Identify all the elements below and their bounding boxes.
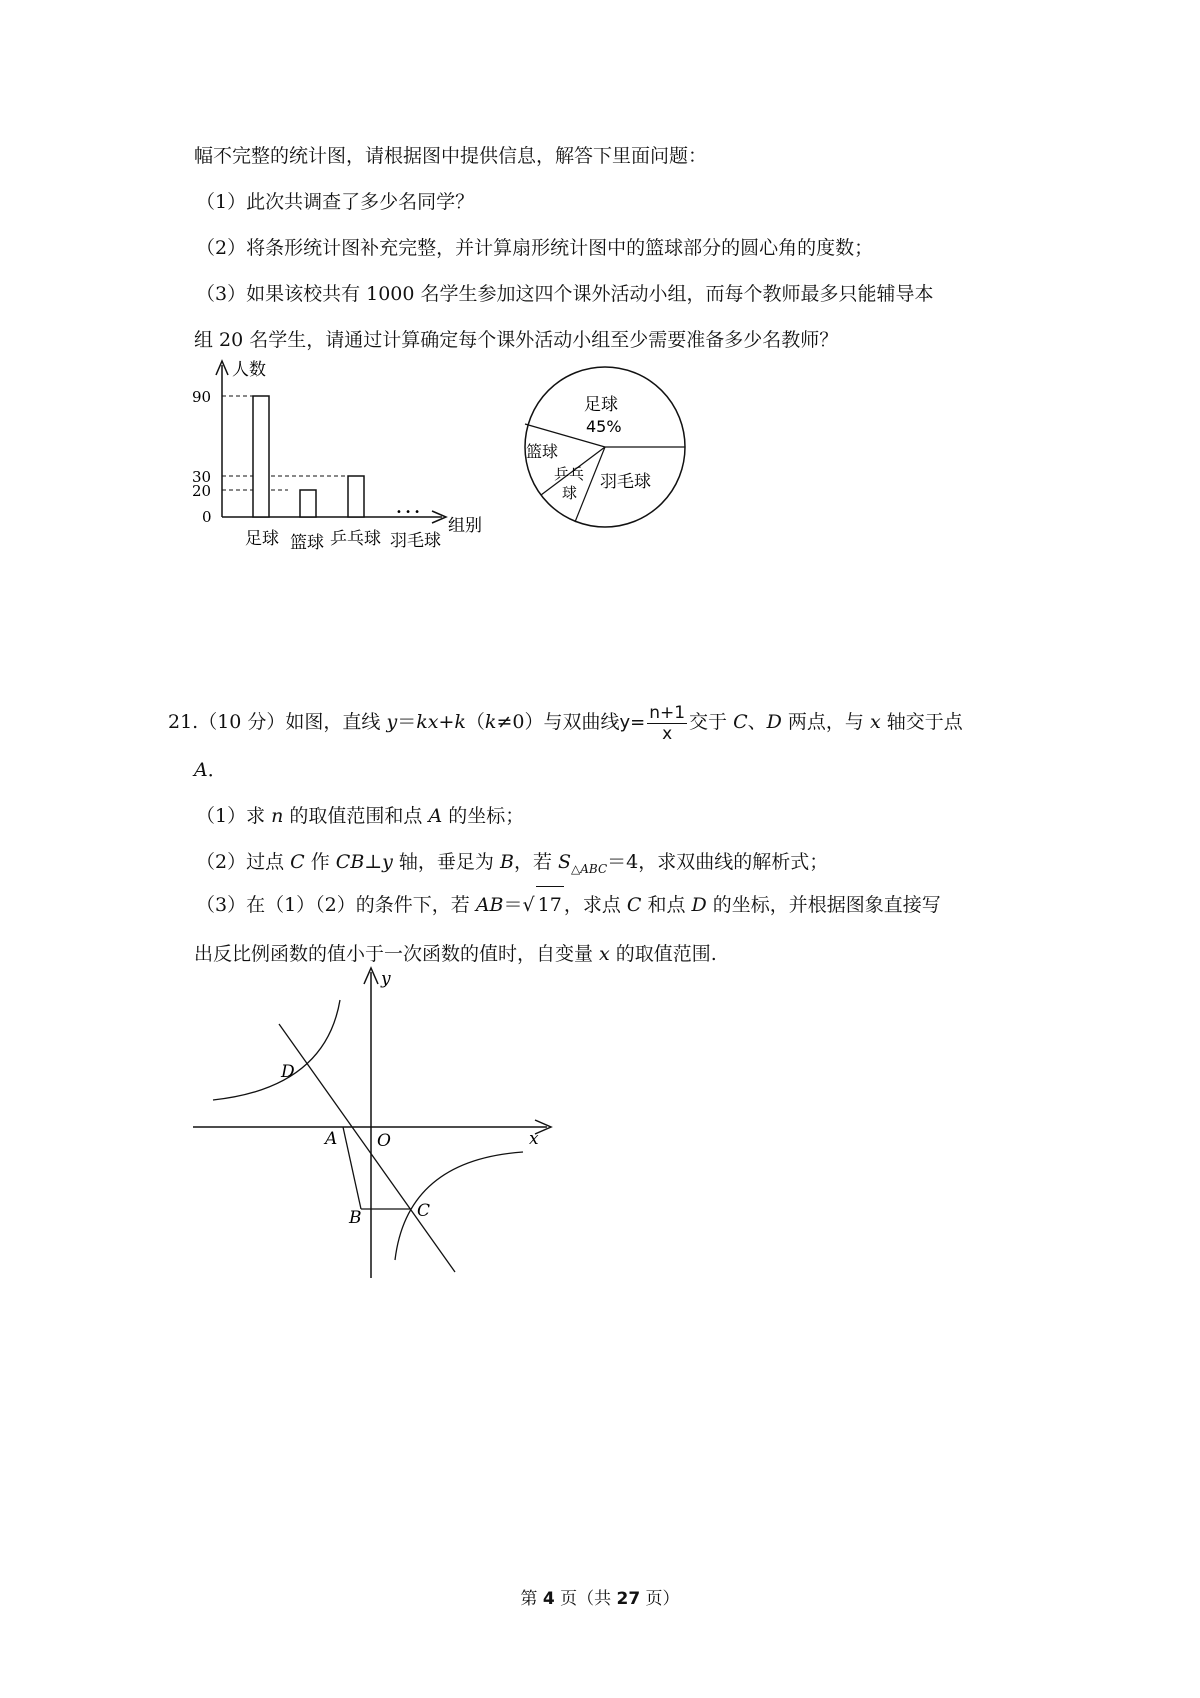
pie-label-basketball: 篮球 xyxy=(526,442,559,461)
point-D: D xyxy=(766,711,782,733)
equals: ＝ xyxy=(503,894,523,916)
x-tick-badminton: 羽毛球 xyxy=(390,531,441,551)
page-footer xyxy=(0,1584,1200,1609)
hyperbola-lower-right xyxy=(395,1152,523,1260)
q21-part3 xyxy=(196,886,941,923)
cond-text: ≠0）与双曲线 xyxy=(496,711,620,733)
footer-text: 页（共 xyxy=(554,1589,617,1609)
x-axis-label: 组别 xyxy=(448,516,482,536)
bar-badminton-dots: • • • xyxy=(396,507,421,518)
label-A: A xyxy=(325,1129,338,1149)
q21-part2 xyxy=(196,850,828,881)
text: ，求点 xyxy=(563,894,627,916)
q20-part2: （2）将条形统计图补充完整，并计算扇形统计图中的篮球部分的圆心角的度数； xyxy=(196,237,874,259)
text: 的坐标； xyxy=(442,805,525,827)
var-kx: kx xyxy=(416,711,439,733)
text: 作 xyxy=(304,851,336,873)
var-x: x xyxy=(869,711,881,733)
footer-text: 第 xyxy=(520,1589,543,1609)
text: （1）求 xyxy=(196,805,272,827)
text: 轴交于点 xyxy=(880,711,963,733)
line-y-kx-k xyxy=(279,1024,455,1272)
perp-symbol: ⊥ xyxy=(364,851,383,873)
point-D: D xyxy=(691,894,707,916)
pie-chart xyxy=(520,362,690,532)
y-tick-90: 90 xyxy=(192,388,212,406)
text: 的坐标，并根据图象直接写 xyxy=(706,894,941,916)
text: 两点，与 xyxy=(781,711,870,733)
q21-line1 xyxy=(168,700,963,745)
q20-intro: 幅不完整的统计图，请根据图中提供信息，解答下里面问题： xyxy=(194,145,708,167)
text: 的取值范围. xyxy=(609,943,717,965)
pie-label-pingpong-top: 乒乓 xyxy=(554,465,585,483)
hyperbola-fraction xyxy=(647,703,687,744)
var-y: y xyxy=(382,851,393,873)
text: 出反比例函数的值小于一次函数的值时，自变量 xyxy=(194,943,600,965)
footer-text: 页） xyxy=(640,1589,680,1609)
page-total: 27 xyxy=(616,1589,641,1609)
pie-label-badminton: 羽毛球 xyxy=(600,472,651,492)
x-tick-football: 足球 xyxy=(245,529,279,549)
area-S: S xyxy=(558,851,572,873)
label-x: x xyxy=(529,1129,539,1149)
label-B: B xyxy=(349,1208,362,1228)
bar-basketball xyxy=(300,490,316,517)
segment-AB: AB xyxy=(475,894,504,916)
pie-label-pingpong-bottom: 球 xyxy=(562,484,578,502)
var-k: k xyxy=(454,711,466,733)
segment-CB: CB xyxy=(335,851,365,873)
point-C: C xyxy=(626,894,642,916)
y-tick-30: 30 xyxy=(192,468,212,486)
plus: + xyxy=(438,711,455,733)
point-A: A xyxy=(428,805,443,827)
bar-pingpong xyxy=(348,476,364,517)
fraction-numerator: n+1 xyxy=(649,702,686,723)
text: 的取值范围和点 xyxy=(283,805,429,827)
text: ，若 xyxy=(513,851,558,873)
q20-part3-cont: 组 20 名学生，请通过计算确定每个课外活动小组至少需要准备多少名教师？ xyxy=(194,329,839,351)
text: 轴，垂足为 xyxy=(392,851,500,873)
label-D: D xyxy=(281,1062,295,1082)
paren: （ xyxy=(465,711,485,733)
label-C: C xyxy=(417,1201,431,1221)
label-O: O xyxy=(377,1131,391,1151)
segment-AB xyxy=(343,1127,361,1209)
y-axis-label: 人数 xyxy=(232,360,266,380)
q21-figure xyxy=(185,960,565,1290)
text: 、 xyxy=(747,711,767,733)
pie-label-football-percent: 45% xyxy=(586,417,622,436)
point-A: A xyxy=(194,759,208,781)
text: （3）在（1）（2）的条件下，若 xyxy=(196,894,476,916)
hyperbola-y: y= xyxy=(619,712,646,733)
y-tick-0: 0 xyxy=(202,508,212,526)
q21-number: 21. xyxy=(168,711,199,733)
sqrt-sign: √ xyxy=(522,894,535,916)
q21-line1-cont xyxy=(194,758,227,782)
var-y: y xyxy=(386,711,398,733)
point-B: B xyxy=(499,851,514,873)
y-tick-20: 20 xyxy=(192,482,212,500)
fraction-denominator: x xyxy=(662,723,673,744)
var-k: k xyxy=(484,711,497,733)
q21-part1 xyxy=(196,804,524,828)
q20-part3: （3）如果该校共有 1000 名学生参加这四个课外活动小组，而每个教师最多只能辅导本 xyxy=(196,283,934,305)
point-C: C xyxy=(733,711,748,733)
x-tick-pingpong: 乒乓球 xyxy=(330,529,381,549)
label-y: y xyxy=(381,969,391,989)
period: ． xyxy=(207,759,227,781)
text: ＝4，求双曲线的解析式； xyxy=(607,851,829,873)
point-C: C xyxy=(290,851,305,873)
hyperbola-upper-left xyxy=(213,1000,340,1100)
equals: ＝ xyxy=(397,711,417,733)
sqrt-radicand: 17 xyxy=(536,886,564,923)
page-number: 4 xyxy=(542,1589,555,1609)
var-x: x xyxy=(599,943,610,965)
pie-label-football: 足球 xyxy=(584,395,618,415)
q21-score: （10 分）如图，直线 xyxy=(198,711,387,733)
bar-chart xyxy=(190,355,510,565)
var-n: n xyxy=(271,805,284,827)
bar-football xyxy=(253,396,269,517)
text: 和点 xyxy=(641,894,692,916)
area-subscript: △ABC xyxy=(571,861,608,876)
text: （2）过点 xyxy=(196,851,291,873)
text: 交于 xyxy=(689,711,734,733)
x-tick-basketball: 篮球 xyxy=(290,533,324,553)
q20-part1: （1）此次共调查了多少名同学？ xyxy=(196,191,475,213)
